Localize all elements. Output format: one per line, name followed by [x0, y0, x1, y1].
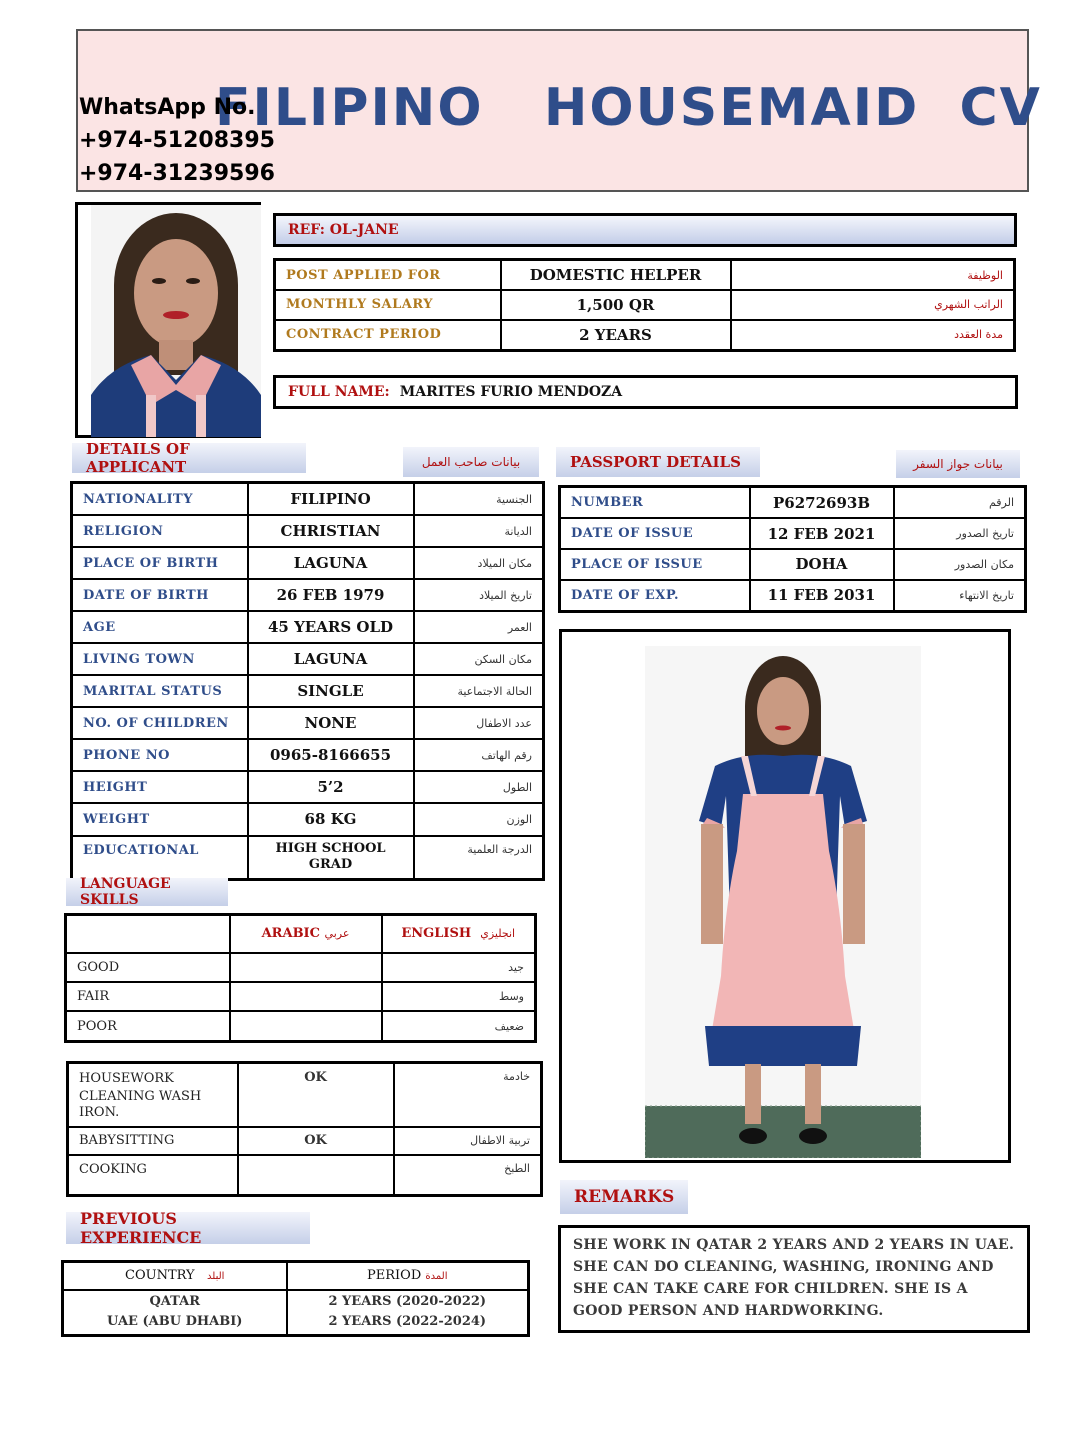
- remarks-box: [558, 1225, 1030, 1333]
- experience-country-2: UAE (ABU DHABI): [107, 1314, 243, 1330]
- cooking-skill-label: COOKING: [68, 1155, 238, 1196]
- table-row: [66, 982, 536, 1011]
- passport-number-label: NUMBER: [560, 487, 750, 519]
- date-of-birth-value: 26 FEB 1979: [248, 579, 414, 611]
- applicant-section-heading-arabic: بيانات صاحب العمل: [403, 447, 539, 477]
- phone-value: 0965-8166655: [248, 739, 414, 771]
- nationality-label: NATIONALITY: [72, 483, 248, 516]
- experience-countries: [63, 1290, 287, 1336]
- experience-period-2: 2 YEARS (2022-2024): [328, 1314, 487, 1330]
- full-name-label: FULL NAME:: [288, 384, 390, 400]
- experience-periods: [287, 1290, 529, 1336]
- period-column-header: [287, 1262, 529, 1290]
- level-poor-arabic: ضعيف: [382, 1011, 536, 1041]
- table-row: [72, 515, 544, 547]
- table-row: [275, 320, 1015, 351]
- phone-arabic: رقم الهاتف: [414, 739, 544, 771]
- religion-value: CHRISTIAN: [248, 515, 414, 547]
- place-of-birth-value: LAGUNA: [248, 547, 414, 579]
- housework-line1: HOUSEWORK: [79, 1071, 174, 1086]
- cv-title: FILIPINO HOUSEMAID CV: [215, 78, 1042, 138]
- level-fair-arabic: وسط: [382, 982, 536, 1011]
- english-column-label-ar: انجليزي: [480, 927, 516, 941]
- place-of-issue-arabic: مكان الصدور: [894, 549, 1026, 580]
- education-value: [248, 836, 414, 880]
- language-section-heading: LANGUAGE SKILLS: [66, 878, 228, 906]
- table-row: [72, 739, 544, 771]
- place-of-issue-label: PLACE OF ISSUE: [560, 549, 750, 580]
- level-poor-label: POOR: [66, 1011, 230, 1041]
- experience-country-1: QATAR: [149, 1294, 201, 1310]
- experience-section-heading: PREVIOUS EXPERIENCE: [66, 1212, 310, 1244]
- height-arabic: الطول: [414, 771, 544, 803]
- table-row: [72, 707, 544, 739]
- applicant-section-heading: DETAILS OF APPLICANT: [72, 443, 306, 473]
- work-skills-table: [66, 1061, 543, 1197]
- age-arabic: العمر: [414, 611, 544, 643]
- weight-value: 68 KG: [248, 803, 414, 835]
- table-row: [72, 643, 544, 675]
- arabic-column-header: [230, 915, 382, 953]
- table-row: [275, 290, 1015, 320]
- monthly-salary-value: 1,500 QR: [501, 290, 731, 320]
- passport-number-value: P6272693B: [750, 487, 894, 519]
- table-row: [66, 915, 536, 953]
- table-row: [560, 580, 1026, 612]
- passport-section-heading-arabic: بيانات جواز السفر: [896, 450, 1020, 478]
- date-of-exp-arabic: تاريخ الانتهاء: [894, 580, 1026, 612]
- table-row: [68, 1155, 542, 1196]
- weight-label: WEIGHT: [72, 803, 248, 835]
- table-row: [560, 518, 1026, 549]
- arabic-column-label-ar: عربي: [324, 927, 350, 941]
- passport-details-table: [558, 485, 1027, 613]
- table-row: [72, 547, 544, 579]
- post-applied-arabic: الوظيفة: [731, 260, 1015, 291]
- headshot-photo: [91, 205, 261, 437]
- cooking-skill-arabic: الطبخ: [394, 1155, 542, 1196]
- experience-period-1: 2 YEARS (2020-2022): [328, 1294, 487, 1310]
- housework-skill-label: [68, 1063, 238, 1127]
- table-row: [72, 803, 544, 835]
- country-column-label: COUNTRY: [125, 1268, 195, 1284]
- place-of-birth-label: PLACE OF BIRTH: [72, 547, 248, 579]
- remarks-line-3: SHE CAN TAKE CARE FOR CHILDREN. SHE IS A: [573, 1281, 968, 1297]
- children-arabic: عدد الاطفال: [414, 707, 544, 739]
- babysitting-skill-arabic: تربية الاطفال: [394, 1127, 542, 1155]
- remarks-section-heading: REMARKS: [560, 1180, 688, 1214]
- passport-number-arabic: الرقم: [894, 487, 1026, 519]
- remarks-line-1: SHE WORK IN QATAR 2 YEARS AND 2 YEARS IN UAE.: [573, 1237, 1015, 1253]
- education-value-line2: GRAD: [308, 857, 353, 873]
- full-name-bar: [273, 375, 1018, 409]
- weight-arabic: الوزن: [414, 803, 544, 835]
- marital-status-arabic: الحالة الاجتماعية: [414, 675, 544, 707]
- age-value: 45 YEARS OLD: [248, 611, 414, 643]
- contract-period-value: 2 YEARS: [501, 320, 731, 351]
- marital-status-value: SINGLE: [248, 675, 414, 707]
- level-fair-label: FAIR: [66, 982, 230, 1011]
- education-value-line1: HIGH SCHOOL: [275, 841, 386, 857]
- period-column-label-ar: المدة: [425, 1271, 448, 1283]
- living-town-label: LIVING TOWN: [72, 643, 248, 675]
- post-applied-value: DOMESTIC HELPER: [501, 260, 731, 291]
- place-of-issue-value: DOHA: [750, 549, 894, 580]
- table-row: [72, 611, 544, 643]
- arabic-column-label: ARABIC: [261, 926, 320, 942]
- date-of-issue-arabic: تاريخ الصدور: [894, 518, 1026, 549]
- applicant-details-table: [70, 481, 545, 881]
- contract-period-label: CONTRACT PERIOD: [275, 320, 501, 351]
- religion-arabic: الديانة: [414, 515, 544, 547]
- level-poor-arabic-cell: [230, 1011, 382, 1041]
- full-body-photo: [645, 646, 921, 1158]
- housework-line3: IRON.: [79, 1105, 120, 1120]
- place-of-birth-arabic: مكان الميلاد: [414, 547, 544, 579]
- monthly-salary-arabic: الراتب الشهري: [731, 290, 1015, 320]
- headshot-photo-frame: [75, 202, 261, 438]
- whatsapp-phone-2: +974-31239596: [79, 161, 275, 186]
- table-row: [275, 260, 1015, 291]
- remarks-line-4: GOOD PERSON AND HARDWORKING.: [573, 1303, 884, 1319]
- age-label: AGE: [72, 611, 248, 643]
- date-of-issue-label: DATE OF ISSUE: [560, 518, 750, 549]
- education-arabic: الدرجة العلمية: [414, 836, 544, 880]
- table-row: [66, 953, 536, 982]
- monthly-salary-label: MONTHLY SALARY: [275, 290, 501, 320]
- table-row: [72, 675, 544, 707]
- country-column-header: [63, 1262, 287, 1290]
- language-corner-cell: [66, 915, 230, 953]
- table-row: [68, 1063, 542, 1127]
- height-value: 5’2: [248, 771, 414, 803]
- living-town-arabic: مكان السكن: [414, 643, 544, 675]
- date-of-birth-label: DATE OF BIRTH: [72, 579, 248, 611]
- level-fair-arabic-cell: [230, 982, 382, 1011]
- contract-period-arabic: مدة العقدد: [731, 320, 1015, 351]
- level-good-label: GOOD: [66, 953, 230, 982]
- marital-status-label: MARITAL STATUS: [72, 675, 248, 707]
- table-row: [68, 1127, 542, 1155]
- table-row: [560, 487, 1026, 519]
- english-column-label: ENGLISH: [401, 926, 472, 942]
- table-row: [63, 1262, 529, 1290]
- cooking-skill-value: [238, 1155, 394, 1196]
- religion-label: RELIGION: [72, 515, 248, 547]
- housework-line2: CLEANING WASH: [79, 1089, 202, 1104]
- whatsapp-label: WhatsApp No.: [79, 95, 256, 120]
- nationality-arabic: الجنسية: [414, 483, 544, 516]
- babysitting-skill-label: BABYSITTING: [68, 1127, 238, 1155]
- post-applied-label: POST APPLIED FOR: [275, 260, 501, 291]
- table-row: [72, 579, 544, 611]
- table-row: [72, 836, 544, 880]
- table-row: [72, 771, 544, 803]
- passport-section-heading: PASSPORT DETAILS: [556, 447, 760, 477]
- housework-skill-arabic: خادمة: [394, 1063, 542, 1127]
- height-label: HEIGHT: [72, 771, 248, 803]
- country-column-label-ar: البلد: [207, 1271, 225, 1283]
- date-of-exp-label: DATE OF EXP.: [560, 580, 750, 612]
- children-label: NO. OF CHILDREN: [72, 707, 248, 739]
- children-value: NONE: [248, 707, 414, 739]
- table-row: [72, 483, 544, 516]
- date-of-exp-value: 11 FEB 2031: [750, 580, 894, 612]
- education-label: EDUCATIONAL: [72, 836, 248, 880]
- phone-label: PHONE NO: [72, 739, 248, 771]
- table-row: [63, 1290, 529, 1336]
- reference-bar: [273, 213, 1017, 247]
- nationality-value: FILIPINO: [248, 483, 414, 516]
- babysitting-skill-value: OK: [238, 1127, 394, 1155]
- table-row: [560, 549, 1026, 580]
- period-column-label: PERIOD: [367, 1268, 422, 1284]
- reference-code: REF: OL-JANE: [288, 222, 399, 238]
- remarks-line-2: SHE CAN DO CLEANING, WASHING, IRONING AND: [573, 1259, 994, 1275]
- full-name-value: MARITES FURIO MENDOZA: [399, 384, 623, 400]
- table-row: [66, 1011, 536, 1041]
- experience-table: [61, 1260, 530, 1337]
- full-body-photo-frame: [559, 629, 1011, 1163]
- whatsapp-phone-1: +974-51208395: [79, 128, 275, 153]
- level-good-arabic-cell: [230, 953, 382, 982]
- date-of-birth-arabic: تاريخ الميلاد: [414, 579, 544, 611]
- living-town-value: LAGUNA: [248, 643, 414, 675]
- level-good-arabic: جيد: [382, 953, 536, 982]
- date-of-issue-value: 12 FEB 2021: [750, 518, 894, 549]
- language-skills-table: [64, 913, 537, 1043]
- english-column-header: [382, 915, 536, 953]
- job-details-table: [273, 258, 1016, 352]
- housework-skill-value: OK: [238, 1063, 394, 1127]
